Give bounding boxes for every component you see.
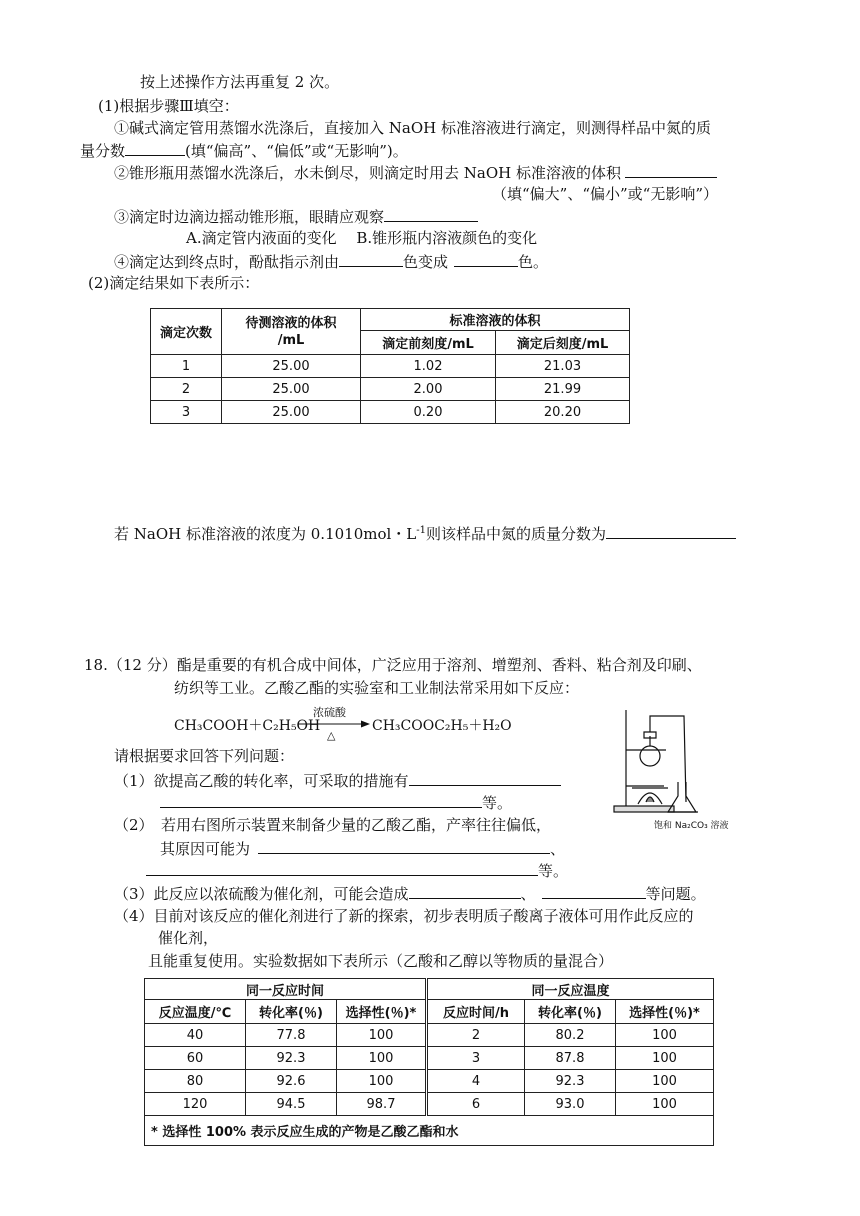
cell: 100 xyxy=(337,1024,427,1047)
q1a-line2 xyxy=(80,140,408,161)
table-row xyxy=(145,1093,714,1116)
cell: 98.7 xyxy=(337,1093,427,1116)
table-footnote: * 选择性 100% 表示反应生成的产物是乙酸乙酯和水 xyxy=(145,1116,714,1146)
th-temperature: 反应温度/℃ xyxy=(145,1000,246,1024)
cell: 2.00 xyxy=(361,378,496,401)
q1a-prefix: 量分数 xyxy=(80,142,126,160)
cell: 40 xyxy=(145,1024,246,1047)
q1d-text-a: ④滴定达到终点时，酚酞指示剂由 xyxy=(114,253,340,271)
q18-line2: 纺织等工业。乙酸乙酯的实验室和工业制法常采用如下反应： xyxy=(174,679,580,697)
cell: 94.5 xyxy=(246,1093,337,1116)
table-row xyxy=(151,401,630,424)
q18-2-end: 等。 xyxy=(538,862,569,880)
cell: 87.8 xyxy=(525,1047,616,1070)
conc-text: 若 NaOH 标准溶液的浓度为 0.1010mol・L xyxy=(114,525,417,543)
th-times: 滴定次数 xyxy=(151,309,222,355)
cell: 77.8 xyxy=(246,1024,337,1047)
answer-blank[interactable] xyxy=(384,206,478,222)
apparatus-label: 饱和 Na₂CO₃ 溶液 xyxy=(654,821,729,831)
part1-title: (1)根据步骤Ⅲ填空： xyxy=(98,97,239,115)
cell: 0.20 xyxy=(361,401,496,424)
th-same-temperature: 同一反应温度 xyxy=(427,979,714,1000)
table-row xyxy=(151,355,630,378)
q18-4-line3: 且能重复使用。实验数据如下表所示（乙酸和乙醇以等物质的量混合） xyxy=(148,952,614,970)
cell: 2 xyxy=(151,378,222,401)
distillation-apparatus-figure xyxy=(606,706,766,826)
q1c-line xyxy=(114,206,478,227)
equation-catalyst: 浓硫酸 xyxy=(313,706,346,719)
cell: 21.03 xyxy=(496,355,630,378)
q18-ask: 请根据要求回答下列问题： xyxy=(114,747,295,765)
q1d-text-b: 色变成 xyxy=(403,253,449,271)
cell: 2 xyxy=(427,1024,525,1047)
answer-blank[interactable] xyxy=(339,251,403,267)
cell: 92.3 xyxy=(246,1047,337,1070)
q1a-line1: ①碱式滴定管用蒸馏水洗涤后，直接加入 NaOH 标准溶液进行滴定，则测得样品中氮的质 xyxy=(114,119,711,137)
q18-3-end: 等问题。 xyxy=(645,885,706,903)
th-selectivity-2: 选择性(％)* xyxy=(616,1000,714,1024)
th-before: 滴定前刻度/mL xyxy=(361,331,496,355)
q18-2-line3 xyxy=(146,860,568,881)
repeat-line: 按上述操作方法再重复 2 次。 xyxy=(140,73,340,91)
cell: 60 xyxy=(145,1047,246,1070)
q18-4-line2: 催化剂， xyxy=(158,929,219,947)
th-conversion: 转化率(％) xyxy=(246,1000,337,1024)
cell: 3 xyxy=(427,1047,525,1070)
cell: 80 xyxy=(145,1070,246,1093)
q18-1-end: 等。 xyxy=(482,794,513,812)
q1c-text: ③滴定时边滴边摇动锥形瓶，眼睛应观察 xyxy=(114,208,385,226)
cell: 100 xyxy=(616,1070,714,1093)
equation-left: CH₃COOH＋C₂H₅OH xyxy=(174,718,321,734)
q1a-suffix: (填“偏高”、“偏低”或“无影响”)。 xyxy=(185,142,408,160)
cell: 93.0 xyxy=(525,1093,616,1116)
q18-2-text: 其原因可能为 xyxy=(160,840,251,858)
answer-blank[interactable] xyxy=(409,770,561,786)
th-time: 反应时间/h xyxy=(427,1000,525,1024)
q18-2-line2 xyxy=(160,838,565,859)
answer-blank[interactable] xyxy=(606,523,736,539)
q18-line1: 18.（12 分）酯是重要的有机合成中间体，广泛应用于溶剂、增塑剂、香料、粘合剂及印刷、 xyxy=(84,656,702,674)
cell: 25.00 xyxy=(222,401,361,424)
cell: 92.6 xyxy=(246,1070,337,1093)
cell: 1.02 xyxy=(361,355,496,378)
th-standard-volume: 标准溶液的体积 xyxy=(361,309,630,331)
cell: 100 xyxy=(616,1047,714,1070)
q18-4-line1: （4）目前对该反应的催化剂进行了新的探索，初步表明质子酸离子液体可用作此反应的 xyxy=(114,907,694,925)
cell: 4 xyxy=(427,1070,525,1093)
table-row xyxy=(145,1070,714,1093)
answer-blank[interactable] xyxy=(542,883,646,899)
th-same-time: 同一反应时间 xyxy=(145,979,427,1000)
th-selectivity: 选择性(％)* xyxy=(337,1000,427,1024)
equation-heat: △ xyxy=(327,729,336,742)
answer-blank[interactable] xyxy=(125,140,185,156)
cell: 3 xyxy=(151,401,222,424)
table-row xyxy=(151,378,630,401)
q18-3-text: （3）此反应以浓硫酸为催化剂，可能会造成 xyxy=(114,885,409,903)
q18-2-line: （2） 若用右图所示装置来制备少量的乙酸乙酯，产率往往偏低， xyxy=(114,816,552,834)
equation-right: CH₃COOC₂H₅＋H₂O xyxy=(372,718,512,734)
q1d-line xyxy=(114,251,548,272)
table-row xyxy=(145,1024,714,1047)
conc-suffix: 则该样品中氮的质量分数为 xyxy=(426,525,607,543)
th-conversion-2: 转化率(％) xyxy=(525,1000,616,1024)
cell: 6 xyxy=(427,1093,525,1116)
q18-1-line2 xyxy=(160,792,512,813)
answer-blank[interactable] xyxy=(160,792,482,808)
catalyst-data-table xyxy=(144,978,714,1146)
cell: 100 xyxy=(337,1047,427,1070)
q1d-text-c: 色。 xyxy=(518,253,549,271)
answer-blank[interactable] xyxy=(454,251,518,267)
cell: 80.2 xyxy=(525,1024,616,1047)
q18-1-text: （1）欲提高乙酸的转化率，可采取的措施有 xyxy=(114,772,409,790)
q18-2-sep: 、 xyxy=(550,840,566,858)
q1b-line1 xyxy=(114,162,717,183)
cell: 100 xyxy=(337,1070,427,1093)
cell: 100 xyxy=(616,1024,714,1047)
answer-blank[interactable] xyxy=(258,838,550,854)
q1b-text: ②锥形瓶用蒸馏水洗涤后，水未倒尽，则滴定时用去 NaOH 标准溶液的体积 xyxy=(114,164,621,182)
conc-sup: -1 xyxy=(416,525,426,536)
q18-3-line xyxy=(114,883,706,904)
cell: 100 xyxy=(616,1093,714,1116)
cell: 120 xyxy=(145,1093,246,1116)
answer-blank[interactable] xyxy=(409,883,521,899)
q18-3-sep: 、 xyxy=(520,885,536,903)
table-row xyxy=(145,1047,714,1070)
cell: 25.00 xyxy=(222,355,361,378)
cell: 21.99 xyxy=(496,378,630,401)
answer-blank[interactable] xyxy=(146,860,538,876)
q1b-line2: （填“偏大”、“偏小”或“无影响”） xyxy=(492,185,719,203)
cell: 20.20 xyxy=(496,401,630,424)
th-after: 滴定后刻度/mL xyxy=(496,331,630,355)
concentration-line xyxy=(114,521,736,544)
titration-table xyxy=(150,308,630,424)
answer-blank[interactable] xyxy=(625,162,717,178)
cell: 25.00 xyxy=(222,378,361,401)
q1c-options: A.滴定管内液面的变化 B.锥形瓶内溶液颜色的变化 xyxy=(186,229,538,247)
cell: 1 xyxy=(151,355,222,378)
part2-title: (2)滴定结果如下表所示： xyxy=(88,274,260,292)
th-sample-volume: 待测溶液的体积 /mL xyxy=(222,309,361,355)
cell: 92.3 xyxy=(525,1070,616,1093)
q18-1-line xyxy=(114,770,561,791)
